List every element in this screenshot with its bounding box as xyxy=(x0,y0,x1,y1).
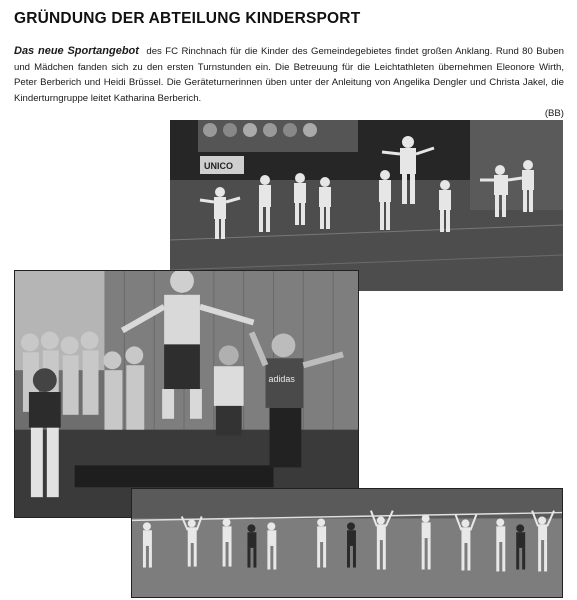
photo-shirt-text: adidas xyxy=(268,374,295,385)
article-body: des FC Rinchnach für die Kinder des Gemeindegebietes findet großen Anklang. Rund 80 Buben und Mädchen fanden sich zu den ersten Turnstunden ein. Die Betreuung für die Leichtathleten übernehmen Eleonore Wirth, Peter Berberich und Heidi Brüssel. Die Geräteturnerinnen üben unter der Anleitung von Angelika Dengler und Christa Jakel, die Kinderturngruppe leitet Katharina Berberich. xyxy=(14,46,565,104)
article-attribution: (BB) xyxy=(544,108,564,119)
photo-gym-hall-graphic xyxy=(170,120,563,291)
photo-trampoline-jump xyxy=(14,270,359,518)
photo-banner-text: UNICO xyxy=(204,161,233,171)
photo-outdoor-exercise xyxy=(131,488,563,598)
photo-trampoline-graphic xyxy=(15,271,358,517)
article-heading: GRÜNDUNG DER ABTEILUNG KINDERSPORT xyxy=(14,10,361,27)
article-lead: Das neue Sportangebot xyxy=(14,45,139,57)
article-text xyxy=(14,44,564,122)
photo-outdoor-graphic xyxy=(132,489,562,597)
photo-gym-hall-exercise xyxy=(170,120,563,291)
